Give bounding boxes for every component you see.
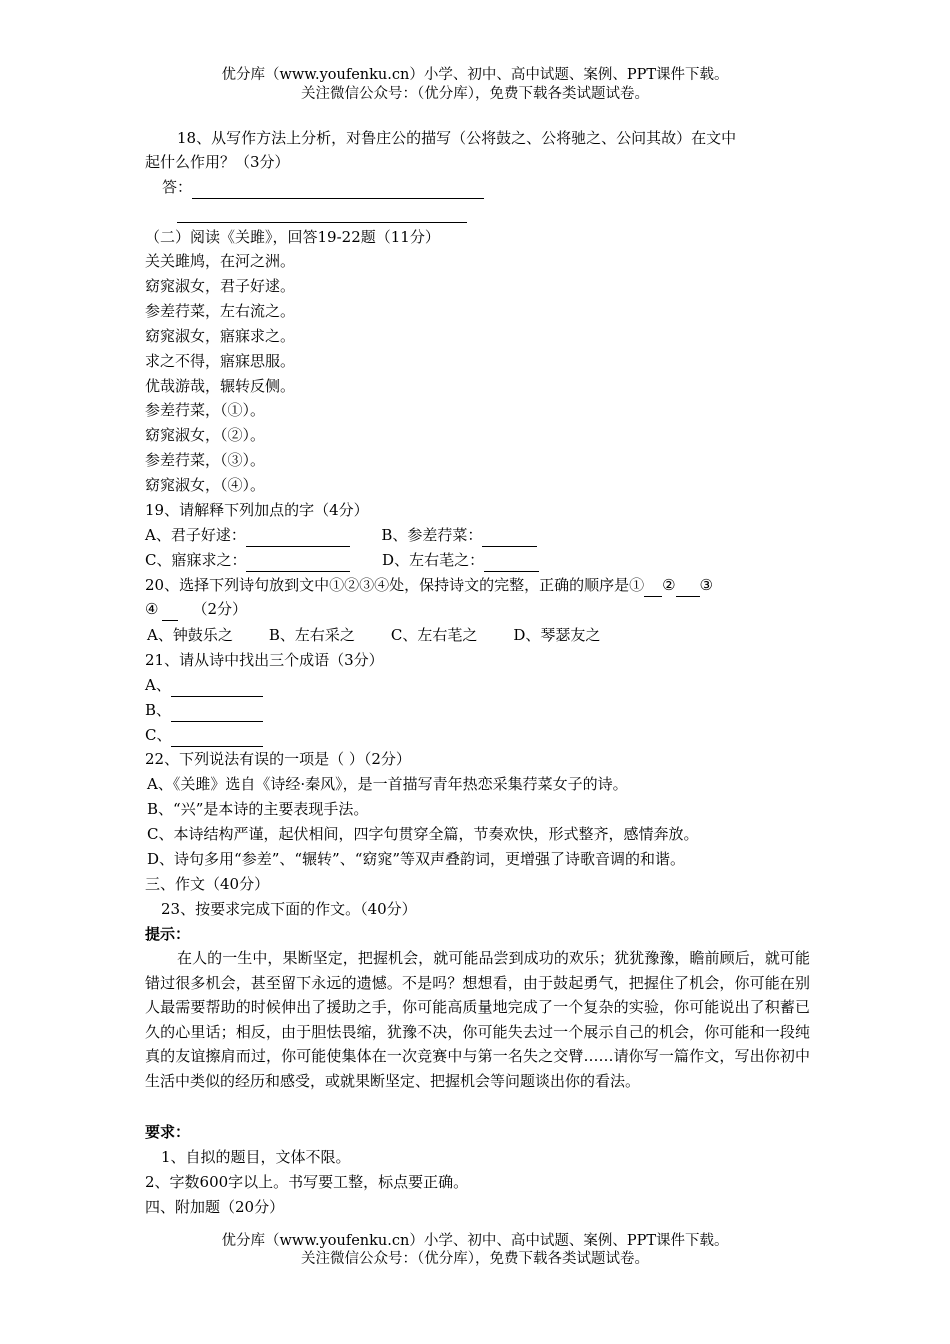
q21-c-blank[interactable]	[171, 730, 263, 747]
poem-line: 参差荇菜，（③）。	[145, 451, 266, 469]
q20-blank-3[interactable]	[162, 604, 178, 621]
q20-text-c: ③	[699, 576, 713, 594]
q18-line1: 18、从写作方法上分析，对鲁庄公的描写（公将鼓之、公将驰之、公问其故）在文中	[177, 129, 737, 147]
q19-a-blank[interactable]	[246, 530, 350, 547]
poem-line: 优哉游哉，辗转反侧。	[145, 377, 296, 395]
poem-line: 参差荇菜，（①）。	[145, 401, 266, 419]
section2-title: （二）阅读《关雎》，回答19-22题（11分）	[145, 228, 440, 246]
q19-c-blank[interactable]	[246, 555, 350, 572]
q22-option-c: C、本诗结构严谨，起伏相间，四字句贯穿全篇，节奏欢快，形式整齐，感情奔放。	[147, 825, 699, 843]
q21-a-label: A、	[145, 676, 171, 694]
poem-line: 参差荇菜，左右流之。	[145, 302, 296, 320]
page-header-line1: 优分库（www.youfenku.cn）小学、初中、高中试题、案例、PPT课件下载。	[221, 67, 729, 83]
poem-line: 窈窕淑女，君子好逑。	[145, 277, 296, 295]
q20-blank-2[interactable]	[676, 580, 700, 597]
q22-title: 22、下列说法有误的一项是（ ）（2分）	[145, 750, 411, 768]
q19-d-label: D、左右芼之：	[382, 551, 485, 569]
q20-line2	[145, 597, 247, 621]
q21-title: 21、请从诗中找出三个成语（3分）	[145, 651, 384, 669]
q23-title: 23、按要求完成下面的作文。（40分）	[161, 900, 417, 918]
q21-c-row	[145, 723, 263, 747]
poem-line: 关关雎鸠，在河之洲。	[145, 252, 296, 270]
q19-d-blank[interactable]	[484, 555, 539, 572]
q22-option-a: A、《关雎》选自《诗经·秦风》，是一首描写青年热恋采集荇菜女子的诗。	[147, 775, 628, 793]
q21-b-row	[145, 698, 263, 722]
poem-line: 窈窕淑女，（②）。	[145, 426, 266, 444]
q21-c-label: C、	[145, 726, 172, 744]
q18-answer-blank-2[interactable]	[177, 206, 467, 223]
q21-a-blank[interactable]	[171, 680, 263, 697]
q20-option-c: C、左右芼之	[390, 626, 478, 644]
q18-line2: 起什么作用？（3分）	[145, 153, 290, 171]
q21-a-row	[145, 673, 263, 697]
q20-text-a: 20、选择下列诗句放到文中①②③④处，保持诗文的完整，正确的顺序是①	[145, 576, 645, 594]
hint-paragraph: 在人的一生中，果断坚定，把握机会，就可能品尝到成功的欢乐；犹犹豫豫，瞻前顾后，就可能错过很多机会，甚至留下永远的遗憾。不是吗？想想看，由于鼓起勇气，把握住了机会，你可能在别人最需要帮助的时候伸出了援助之手，你可能高质量地完成了一个复杂的实验，你可能说出了积蓄已久的心里话；相反，由于胆怯畏缩，犹豫不决，你可能失去过一个展示自己的机会，你可能和一段纯真的友谊擦肩而过，你可能使集体在一次竞赛中与第一名失之交臂……请你写一篇作文，写出你初中生活中类似的经历和感受，或就果断坚定、把握机会等问题谈出你的看法。	[145, 949, 810, 1090]
q19-row-ab	[145, 523, 537, 547]
q19-row-cd	[145, 548, 539, 572]
requirement-2: 2、字数600字以上。书写要工整，标点要正确。	[145, 1173, 469, 1191]
q20-blank-1[interactable]	[644, 580, 662, 597]
q19-a-label: A、君子好逑：	[145, 526, 246, 544]
section3-title: 三、作文（40分）	[145, 875, 270, 893]
q19-title: 19、请解释下列加点的字（4分）	[145, 501, 369, 519]
q19-b-label: B、参差荇菜：	[381, 526, 483, 544]
page-footer-line2: 关注微信公众号：（优分库），免费下载各类试题试卷。	[301, 1251, 649, 1267]
q21-b-blank[interactable]	[171, 705, 263, 722]
q21-b-label: B、	[145, 701, 172, 719]
q18-answer-label: 答：	[162, 178, 193, 196]
q20-points: （2分）	[192, 600, 247, 618]
q20-options	[147, 623, 600, 647]
q20-option-a: A、钟鼓乐之	[147, 626, 233, 644]
requirement-1: 1、自拟的题目，文体不限。	[161, 1148, 351, 1166]
q20-line1	[145, 573, 713, 597]
poem-line: 求之不得，寤寐思服。	[145, 352, 296, 370]
page-footer-line1: 优分库（www.youfenku.cn）小学、初中、高中试题、案例、PPT课件下载。	[221, 1233, 729, 1249]
q20-option-d: D、琴瑟友之	[513, 626, 601, 644]
requirements-label: 要求：	[145, 1123, 191, 1141]
hint-label: 提示：	[145, 925, 191, 943]
page-header-line2: 关注微信公众号：（优分库），免费下载各类试题试卷。	[301, 86, 649, 102]
q20-option-b: B、左右采之	[268, 626, 355, 644]
q19-b-blank[interactable]	[482, 530, 537, 547]
q22-option-d: D、诗句多用“参差”、“辗转”、“窈窕”等双声叠韵词，更增强了诗歌音调的和谐。	[147, 850, 686, 868]
section4-title: 四、附加题（20分）	[145, 1198, 285, 1216]
poem-line: 窈窕淑女，（④）。	[145, 476, 266, 494]
q18-answer-blank-1[interactable]	[192, 182, 484, 199]
poem-line: 窈窕淑女，寤寐求之。	[145, 327, 296, 345]
q20-text-b: ②	[662, 576, 676, 594]
q19-c-label: C、寤寐求之：	[145, 551, 247, 569]
q18-answer-row	[162, 175, 484, 199]
q22-option-b: B、“兴”是本诗的主要表现手法。	[147, 800, 369, 818]
q20-text-d: ④	[145, 600, 159, 618]
q18-answer-row-2	[177, 199, 467, 223]
